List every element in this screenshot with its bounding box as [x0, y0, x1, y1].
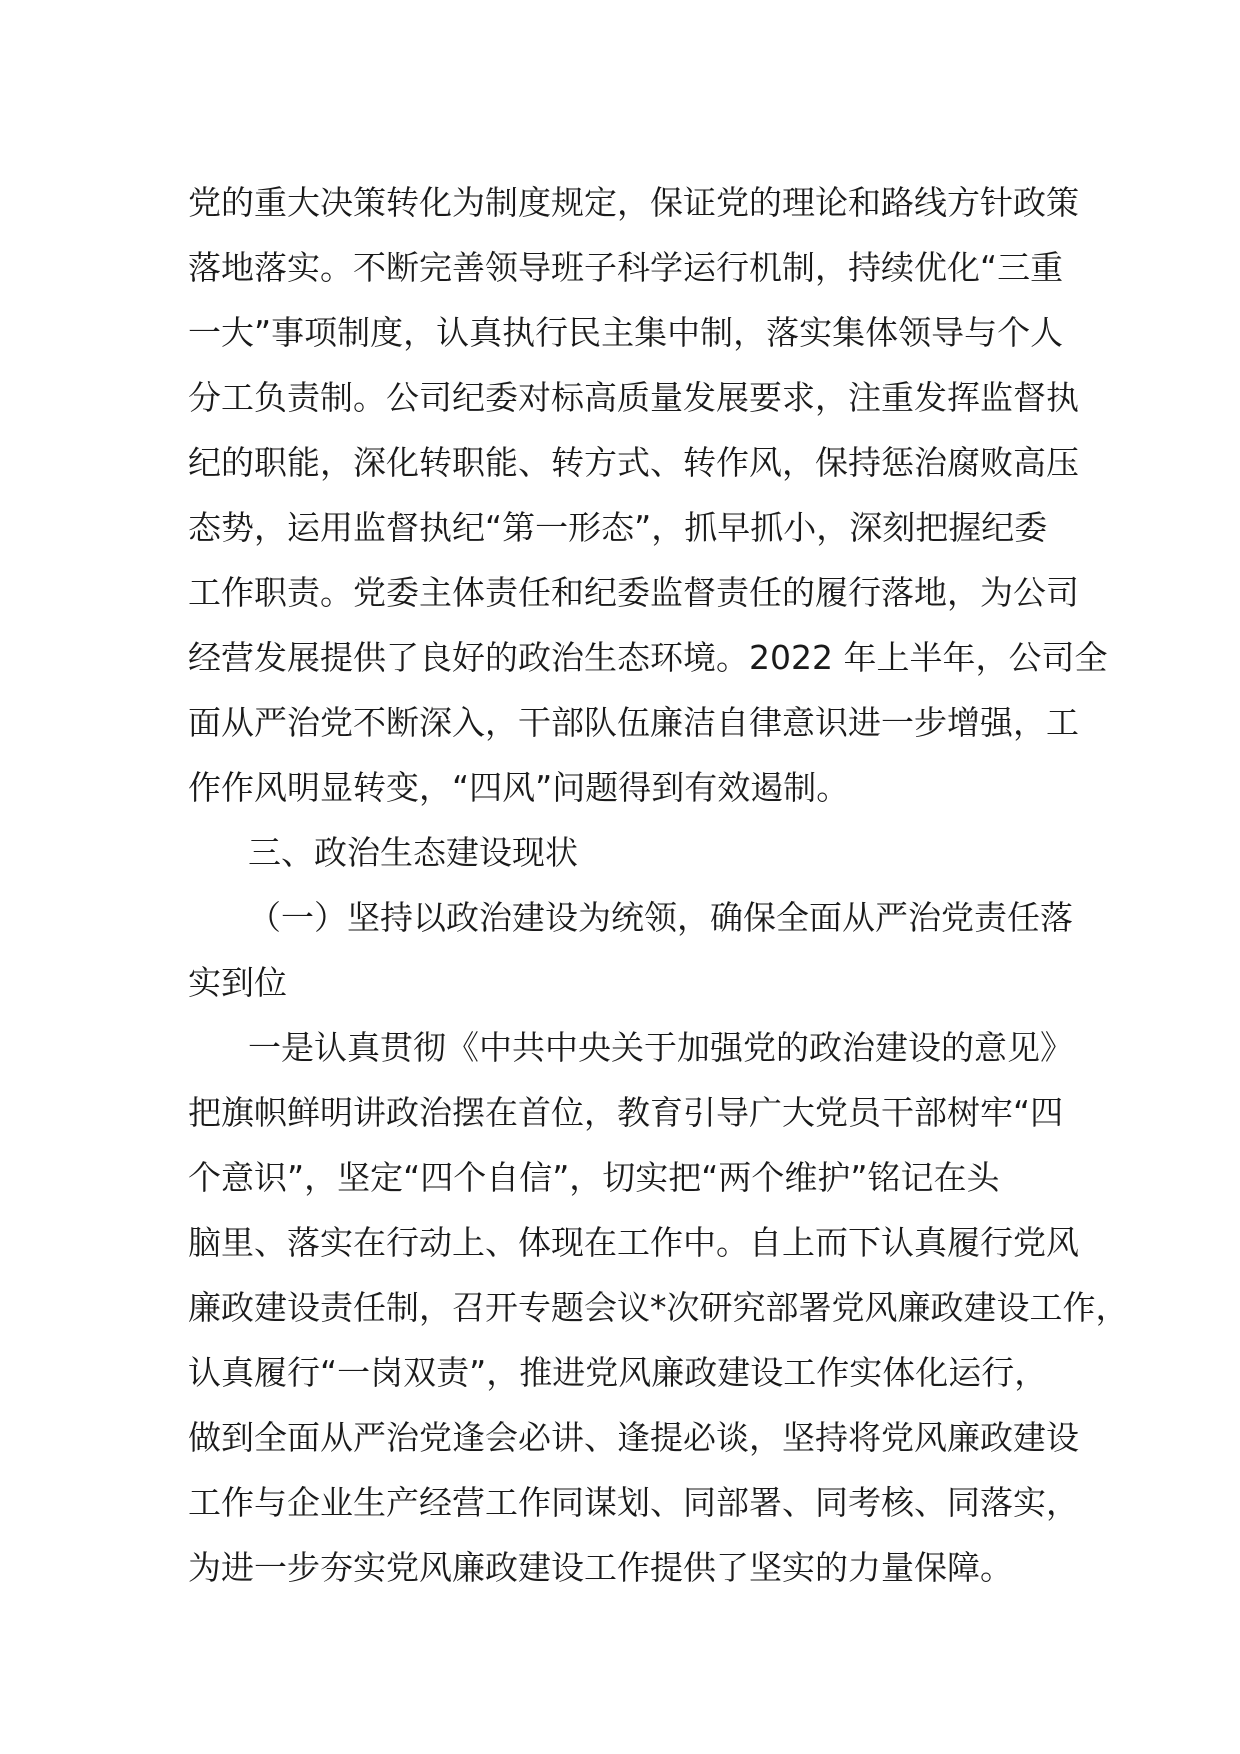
- paragraph-line: 面从严治党不断深入，干部队伍廉洁自律意识进一步增强，工: [188, 703, 1079, 742]
- paragraph-line: 党的重大决策转化为制度规定，保证党的理论和路线方针政策: [188, 183, 1079, 222]
- paragraph-line: 经营发展提供了良好的政治生态环境。2022 年上半年，公司全: [188, 638, 1108, 677]
- paragraph-line: 分工负责制。公司纪委对标高质量发展要求，注重发挥监督执: [188, 378, 1079, 417]
- paragraph-line: 脑里、落实在行动上、体现在工作中。自上而下认真履行党风: [188, 1223, 1079, 1262]
- paragraph-line: 落地落实。不断完善领导班子科学运行机制，持续优化“三重: [188, 248, 1064, 287]
- paragraph-line: 廉政建设责任制，召开专题会议*次研究部署党风廉政建设工作，: [188, 1288, 1129, 1327]
- paragraph-line: 作作风明显转变，“四风”问题得到有效遏制。: [188, 768, 850, 807]
- subsection-heading-continued: 实到位: [188, 963, 287, 1002]
- paragraph-line: 纪的职能，深化转职能、转方式、转作风，保持惩治腐败高压: [188, 443, 1079, 482]
- section-heading: 三、政治生态建设现状: [248, 833, 578, 872]
- document-body: [188, 170, 1129, 1600]
- paragraph-line: 态势，运用监督执纪“第一形态”，抓早抓小，深刻把握纪委: [188, 508, 1048, 547]
- subsection-heading: （一）坚持以政治建设为统领，确保全面从严治党责任落: [248, 898, 1073, 937]
- paragraph-line: 一大”事项制度，认真执行民主集中制，落实集体领导与个人: [188, 313, 1064, 352]
- paragraph-line: 工作职责。党委主体责任和纪委监督责任的履行落地，为公司: [188, 573, 1079, 612]
- paragraph-line: 做到全面从严治党逢会必讲、逢提必谈，坚持将党风廉政建设: [188, 1418, 1079, 1457]
- paragraph-line: 为进一步夯实党风廉政建设工作提供了坚实的力量保障。: [188, 1548, 1013, 1587]
- paragraph-line: 个意识”，坚定“四个自信”，切实把“两个维护”铭记在头: [188, 1158, 1000, 1197]
- paragraph-line: 认真履行“一岗双责”，推进党风廉政建设工作实体化运行，: [188, 1353, 1048, 1392]
- paragraph-line: 工作与企业生产经营工作同谋划、同部署、同考核、同落实，: [188, 1483, 1079, 1522]
- paragraph-line: 把旗帜鲜明讲政治摆在首位，教育引导广大党员干部树牢“四: [188, 1093, 1064, 1132]
- paragraph-line: 一是认真贯彻《中共中央关于加强党的政治建设的意见》: [248, 1028, 1073, 1067]
